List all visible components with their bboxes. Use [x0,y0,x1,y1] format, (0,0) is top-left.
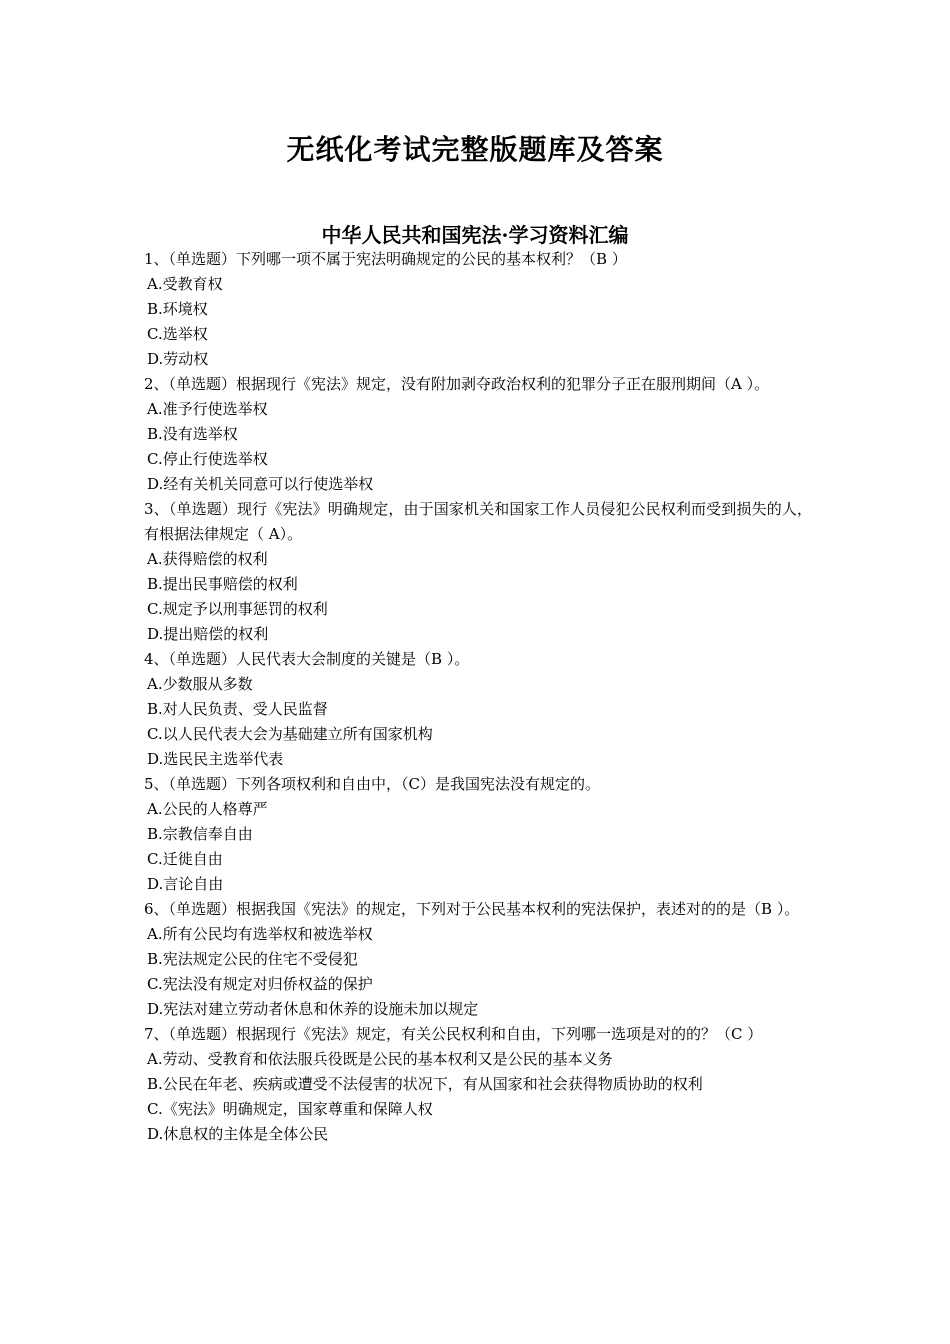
option-c: C.宪法没有规定对归侨权益的保护 [147,975,373,993]
question-7 [144,1022,812,1147]
document-subtitle: 中华人民共和国宪法·学习资料汇编 [321,223,629,247]
option-a: A.获得赔偿的权利 [147,550,268,568]
question-stem: 1、（单选题）下列哪一项不属于宪法明确规定的公民的基本权利？（B ） [144,250,627,268]
question-list [144,247,812,1147]
option-b: B.对人民负责、受人民监督 [147,700,328,718]
option-c: C.《宪法》明确规定，国家尊重和保障人权 [147,1100,433,1118]
option-b: B.公民在年老、疾病或遭受不法侵害的状况下，有从国家和社会获得物质协助的权利 [147,1075,703,1093]
question-stem: 6、（单选题）根据我国《宪法》的规定，下列对于公民基本权利的宪法保护，表述对的的是（B ）。 [144,900,800,918]
option-a: A.公民的人格尊严 [147,800,268,818]
option-d: D.选民民主选举代表 [147,750,284,768]
question-6 [144,897,812,1022]
option-a: A.劳动、受教育和依法服兵役既是公民的基本权利又是公民的基本义务 [147,1050,613,1068]
option-d: D.言论自由 [147,875,224,893]
question-stem: 3、（单选题）现行《宪法》明确规定，由于国家机关和国家工作人员侵犯公民权利而受到损失的人，有根据法律规定（ A）。 [144,500,812,543]
question-stem: 4、（单选题）人民代表大会制度的关键是（B ）。 [144,650,470,668]
option-a: A.少数服从多数 [147,675,253,693]
question-5 [144,772,812,897]
question-stem: 2、（单选题）根据现行《宪法》规定，没有附加剥夺政治权利的犯罪分子正在服刑期间（A ）。 [144,375,770,393]
question-2 [144,372,812,497]
option-d: D.宪法对建立劳动者休息和休养的设施未加以规定 [147,1000,479,1018]
option-d: D.休息权的主体是全体公民 [147,1125,329,1143]
option-b: B.提出民事赔偿的权利 [147,575,298,593]
option-c: C.停止行使选举权 [147,450,268,468]
option-c: C.规定予以刑事惩罚的权利 [147,600,328,618]
option-a: A.所有公民均有选举权和被选举权 [147,925,373,943]
option-b: B.环境权 [147,300,208,318]
question-3 [144,497,812,647]
document-title: 无纸化考试完整版题库及答案 [286,133,664,166]
option-c: C.选举权 [147,325,208,343]
option-d: D.提出赔偿的权利 [147,625,269,643]
option-d: D.经有关机关同意可以行使选举权 [147,475,374,493]
option-c: C.迁徙自由 [147,850,223,868]
option-a: A.受教育权 [147,275,223,293]
question-stem: 5、（单选题）下列各项权利和自由中，（C）是我国宪法没有规定的。 [144,775,601,793]
question-stem: 7、（单选题）根据现行《宪法》规定，有关公民权利和自由，下列哪一选项是对的的？（C ） [144,1025,763,1043]
option-a: A.准予行使选举权 [147,400,268,418]
option-b: B.没有选举权 [147,425,238,443]
option-d: D.劳动权 [147,350,209,368]
question-4 [144,647,812,772]
option-b: B.宗教信奉自由 [147,825,253,843]
option-b: B.宪法规定公民的住宅不受侵犯 [147,950,358,968]
question-1 [144,247,812,372]
option-c: C.以人民代表大会为基础建立所有国家机构 [147,725,433,743]
